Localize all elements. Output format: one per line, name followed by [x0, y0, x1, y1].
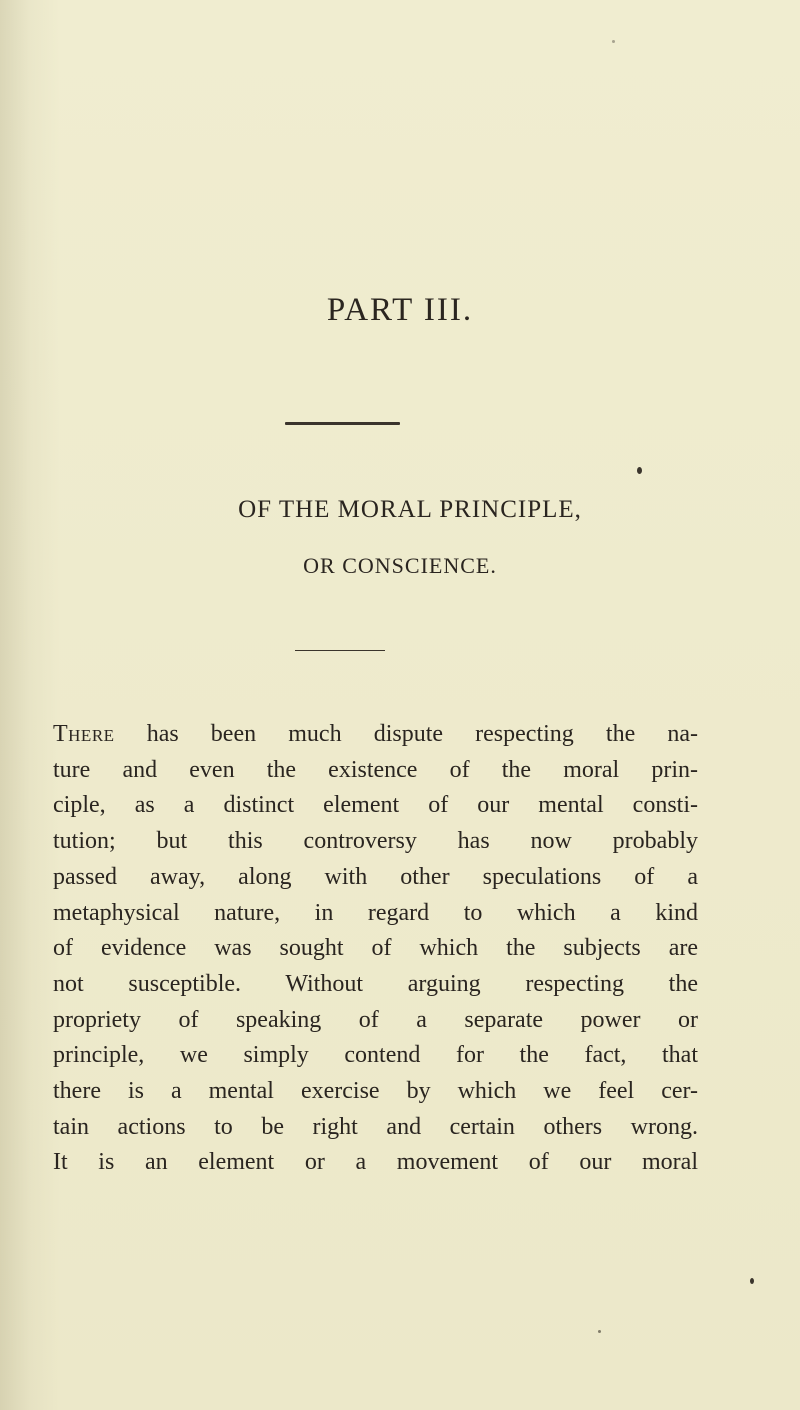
text-line-4: tution; but this controversy has now probably [53, 828, 698, 855]
text-line-10: principle, we simply contend for the fact, that [53, 1042, 698, 1069]
title-rule-thick [285, 422, 400, 425]
text-line-5: passed away, along with other speculations of a [53, 863, 698, 890]
text-line-6: metaphysical nature, in regard to which a kind [53, 899, 698, 926]
section-title-line-2: OR CONSCIENCE. [303, 553, 497, 578]
ink-speck [750, 1278, 754, 1284]
part-title: PART III. [326, 292, 474, 328]
body-paragraph [53, 717, 698, 1181]
text-line-8: not susceptible. Without arguing respecting the [53, 970, 698, 997]
ink-speck [612, 40, 615, 43]
ink-speck [598, 1330, 601, 1333]
text-line-3: ciple, as a distinct element of our mental consti- [53, 792, 698, 819]
text-line-1-rest: has been much dispute respecting the na- [146, 721, 698, 747]
text-line-2: ture and even the existence of the moral prin- [53, 756, 698, 783]
text-line-1 [53, 717, 698, 753]
text-line-13: It is an element or a movement of our moral [53, 1149, 698, 1176]
text-line-7: of evidence was sought of which the subjects are [53, 935, 698, 962]
drop-word: There [53, 721, 115, 747]
text-line-11: there is a mental exercise by which we feel cer- [53, 1078, 698, 1105]
section-title-line-1: OF THE MORAL PRINCIPLE, [238, 496, 582, 523]
text-line-9: propriety of speaking of a separate power or [53, 1006, 698, 1033]
section-rule-thin [295, 650, 385, 651]
text-line-12: tain actions to be right and certain others wrong. [53, 1113, 698, 1140]
ink-speck [637, 467, 642, 474]
